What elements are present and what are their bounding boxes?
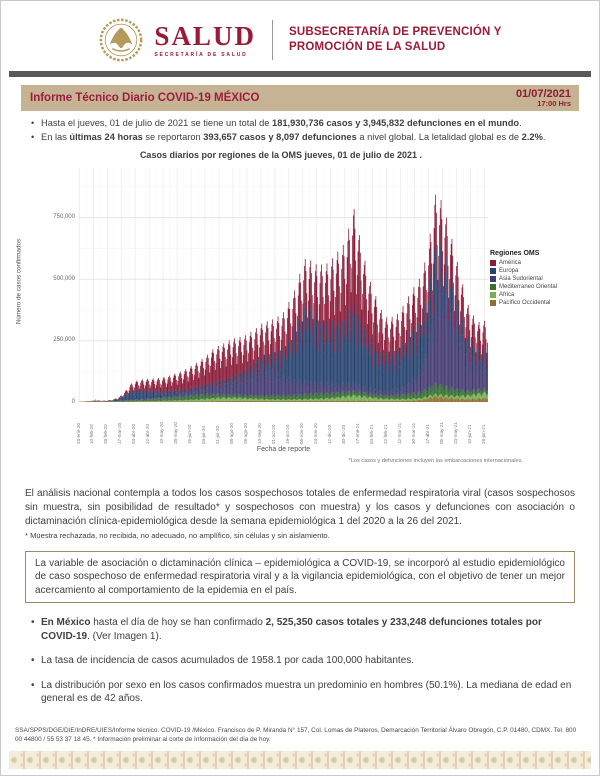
y-tick-label: 750,000 <box>53 214 75 221</box>
legend-item <box>490 268 594 274</box>
legend-label: Africa <box>499 292 515 299</box>
report-datetime <box>516 88 571 108</box>
bullet-item: • La tasa de incidencia de casos acumulados de 1958.1 por cada 100,000 habitantes. <box>31 655 415 667</box>
x-tick-label: 17-mar-20 <box>117 423 123 445</box>
header <box>1 1 599 67</box>
x-tick-label: 10-jun-21 <box>466 424 472 445</box>
legend-item <box>490 276 594 282</box>
x-tick-label: 10-feb-20 <box>89 424 95 445</box>
x-tick-label: 28-feb-20 <box>103 424 109 445</box>
chart-x-tick-labels <box>75 405 488 445</box>
x-tick-label: 01-oct-20 <box>271 424 277 445</box>
x-tick-label: 28-may-20 <box>173 422 179 445</box>
legend-swatch <box>490 276 496 282</box>
chart-legend <box>490 250 594 308</box>
x-tick-label: 04-feb-21 <box>368 424 374 445</box>
x-tick-label: 13-sep-20 <box>257 423 263 445</box>
x-tick-label: 17-ene-21 <box>354 423 360 445</box>
legend-item <box>490 260 594 266</box>
bullet-marker: • <box>31 679 35 691</box>
salud-eagle-emblem-icon <box>98 17 144 63</box>
x-tick-label: 23-may-21 <box>452 422 458 445</box>
legend-swatch <box>490 300 496 306</box>
bullet-marker: • <box>31 131 35 142</box>
subsecretaria-title <box>289 25 502 55</box>
legend-label: Pacífico Occidental <box>499 300 551 307</box>
footer-contact-text: SSA/SPPS/DGE/DIE/InDRE/UIES/Informe técnico. COVID-19 /México. Francisco de P. Miranda N° 157, Col. Lomas de Plateros, Demarcación Territorial Álvaro Obregón, C.P. 01480, CDMX. Tel. 800 00 44800 / 55 53 37 18 45. * Información preliminar al corte de Información del día de hoy. <box>15 727 577 743</box>
brand-subtitle: SECRETARÍA DE SALUD <box>154 51 248 58</box>
legend-item <box>490 292 594 298</box>
x-tick-label: 04-abr-20 <box>131 424 137 445</box>
bullet-item: • Hasta el jueves, 01 de julio de 2021 se tiene un total de 181,930,736 casos y 3,945,832 defunciones en el mundo. <box>31 117 573 130</box>
legend-label: América <box>499 260 522 267</box>
chart-plot-area <box>79 168 488 402</box>
x-tick-label: 26-ago-20 <box>243 423 249 445</box>
bullet-marker: • <box>31 118 35 129</box>
mexico-summary-bullets <box>31 616 573 706</box>
x-tick-label: 19-oct-20 <box>285 424 291 445</box>
brand-name: SALUD <box>154 20 256 51</box>
legend-swatch <box>490 260 496 266</box>
x-tick-label: 15-jun-20 <box>187 424 193 445</box>
x-tick-label: 17-abr-21 <box>424 424 430 445</box>
legend-label: Mediterraneo Oriental <box>499 284 558 291</box>
report-title: Informe Técnico Diario COVID-19 MÉXICO <box>30 92 260 105</box>
legend-title: Regiones OMS <box>490 250 540 258</box>
y-tick-label: 0 <box>71 398 75 405</box>
chart-y-axis-title: Número de casos confirmados <box>15 239 23 325</box>
x-tick-label: 12-dic-20 <box>326 425 332 445</box>
national-analysis-paragraph: El análisis nacional contempla a todos los casos sospechosos totales de enfermedad respiratoria viral (casos sospechosos sin muestra, sin posibilidad de resultado* y sospechosos con muestra) y los casos y defunciones con asociación o dictaminación clínica-epidemiológica desde la semana epidemiológica 1 del 2020 a la 26 del 2021. <box>25 488 575 527</box>
chart-title: Casos diarios por regiones de la OMS jueves, 01 de julio de 2021 . <box>139 150 423 161</box>
x-tick-label: 24-nov-20 <box>312 423 318 445</box>
report-title-band <box>21 85 579 111</box>
bullet-marker: • <box>31 617 35 629</box>
world-summary-bullets <box>31 117 573 144</box>
legend-items <box>490 260 594 306</box>
x-tick-label: 22-abr-20 <box>145 424 151 445</box>
y-tick-label: 500,000 <box>53 275 75 282</box>
legend-label: Asia Sudoriental <box>499 276 543 283</box>
legend-label: Europa <box>499 268 519 275</box>
x-tick-label: 10-may-20 <box>159 422 165 445</box>
x-tick-label: 23-ene-20 <box>75 423 81 445</box>
chart-section <box>1 150 599 472</box>
bullet-marker: • <box>31 655 35 667</box>
report-time: 17:00 Hrs <box>537 99 571 109</box>
subsecretaria-line1: SUBSECRETARÍA DE PREVENCIÓN Y <box>288 26 502 39</box>
stacked-bar-chart <box>79 168 488 402</box>
report-date: 01/07/2021 <box>515 88 571 100</box>
header-gray-bar <box>9 71 591 77</box>
salud-wordmark <box>154 20 256 58</box>
x-tick-label: 08-ago-20 <box>229 423 235 445</box>
x-tick-label: 30-mar-21 <box>410 423 416 445</box>
x-tick-label: 21-jul-20 <box>215 426 221 445</box>
header-divider <box>272 20 273 60</box>
subsecretaria-line2: PROMOCIÓN DE LA SALUD <box>288 41 446 53</box>
x-tick-label: 06-nov-20 <box>299 423 304 445</box>
bullet-item: • La distribución por sexo en los casos confirmados muestra un predominio en hombres (50.1%). La mediana de edad en general es de 42 años. <box>31 679 572 705</box>
x-tick-label: 22-feb-21 <box>382 424 388 445</box>
y-tick-label: 250,000 <box>53 337 75 344</box>
decorative-pattern-band <box>9 751 591 769</box>
chart-x-axis-title: Fecha de reporte <box>256 446 311 454</box>
legend-item <box>490 300 594 306</box>
x-tick-label: 30-dic-20 <box>340 425 346 445</box>
legend-swatch <box>490 292 496 298</box>
clinical-variable-notice-box: La variable de asociación o dictaminación clínica – epidemiológica a COVID-19, se incorporó al estudio epidemiológico de caso sospechoso de enfermedad respiratoria viral y a la vigilancia epidemiológica, con el objetivo de tener un mejor acercamiento al comportamiento de la epidemia en el país. <box>25 551 575 604</box>
legend-swatch <box>490 284 496 290</box>
chart-footnote: *Los casos y defunciones incluyen las embarcaciones internacionales. <box>348 458 523 465</box>
bullet-item: • En las últimas 24 horas se reportaron 393,657 casos y 8,097 defunciones a nivel global. La letalidad global es de 2.2%. <box>31 131 573 144</box>
bullet-item: • En México hasta el día de hoy se han confirmado 2, 525,350 casos totales y 233,248 defunciones totales por COVID-19. (Ver Imagen 1). <box>31 617 542 642</box>
x-tick-label: 12-mar-21 <box>396 423 402 445</box>
x-tick-label: 28-jun-21 <box>480 424 486 445</box>
x-tick-label: 03-jul-20 <box>201 426 207 445</box>
analysis-footnote: * Muestra rechazada, no recibida, no adecuado, no amplífico, sin células y sin aislamiento. <box>25 530 330 540</box>
legend-item <box>490 284 594 290</box>
x-tick-label: 05-may-21 <box>438 422 444 445</box>
legend-swatch <box>490 268 496 274</box>
